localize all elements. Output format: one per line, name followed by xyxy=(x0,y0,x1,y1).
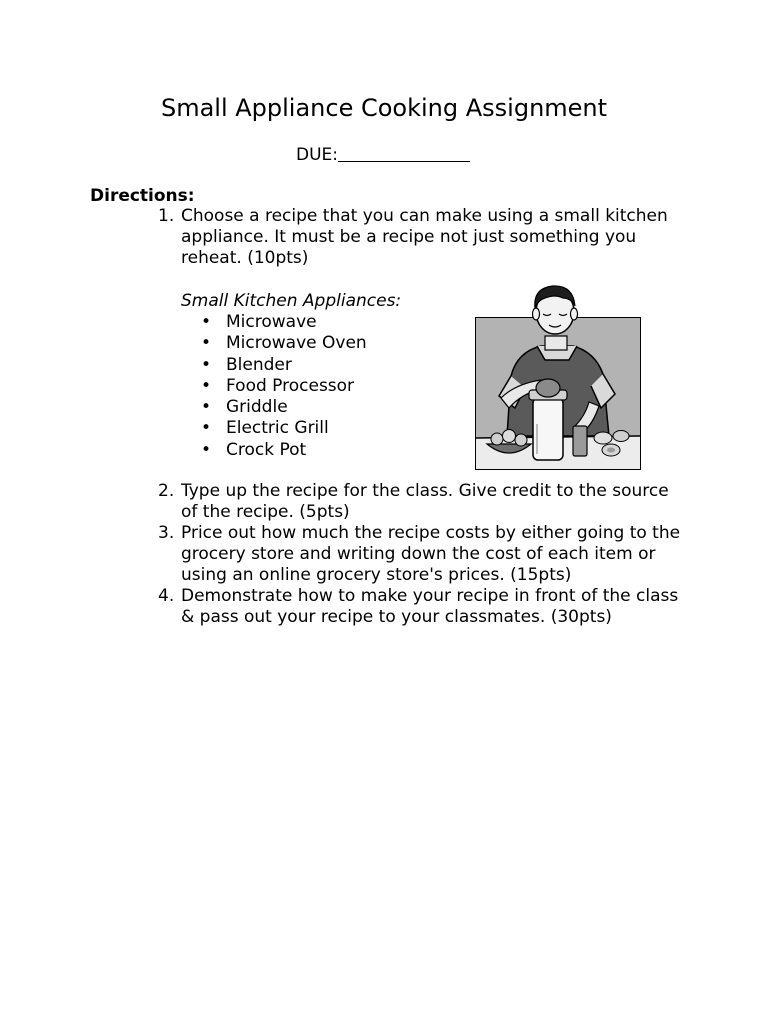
bullet-icon: • xyxy=(201,397,212,418)
appliance-name: Food Processor xyxy=(226,375,355,396)
bullet-icon: • xyxy=(201,418,212,439)
due-date-line xyxy=(296,144,470,166)
step-text: Demonstrate how to make your recipe in front of the class & pass out your recipe to your classmates. (30pts) xyxy=(181,586,679,627)
directions-heading: Directions: xyxy=(90,186,195,206)
appliance-name: Microwave Oven xyxy=(226,333,367,354)
bullet-icon: • xyxy=(201,375,212,396)
page-title: Small Appliance Cooking Assignment xyxy=(160,94,608,122)
step-number: 4. xyxy=(158,586,175,606)
bullet-icon: • xyxy=(201,333,212,354)
due-label: DUE: xyxy=(296,145,339,165)
list-item xyxy=(200,376,367,397)
bullet-icon: • xyxy=(201,312,212,332)
step-number: 2. xyxy=(158,481,175,501)
appliance-list xyxy=(200,312,367,461)
step-text: Type up the recipe for the class. Give credit to the source of the recipe. (5pts) xyxy=(181,481,669,522)
due-date-blank xyxy=(338,145,470,162)
step-number: 1. xyxy=(158,206,175,226)
list-item xyxy=(200,440,367,461)
list-item xyxy=(200,418,367,439)
bullet-icon: • xyxy=(201,354,212,375)
appliance-name: Electric Grill xyxy=(226,418,329,439)
appliances-heading: Small Kitchen Appliances: xyxy=(181,291,402,311)
step-text: Price out how much the recipe costs by either going to the grocery store and writing down the cost of each item or using an online grocery store's prices. (15pts) xyxy=(181,523,681,585)
step-text: Choose a recipe that you can make using a small kitchen appliance. It must be a recipe not just something you reheat. (10pts) xyxy=(181,206,668,268)
appliance-name: Griddle xyxy=(226,397,288,418)
list-item xyxy=(200,397,367,418)
step-number: 3. xyxy=(158,523,175,543)
bullet-icon: • xyxy=(201,439,212,460)
list-item xyxy=(200,355,367,376)
list-item xyxy=(200,333,367,354)
list-item xyxy=(200,312,367,333)
appliance-name: Crock Pot xyxy=(226,439,307,460)
appliance-name: Microwave xyxy=(226,312,317,332)
appliance-name: Blender xyxy=(226,354,292,375)
boy-with-juicer-clipart xyxy=(475,284,642,471)
